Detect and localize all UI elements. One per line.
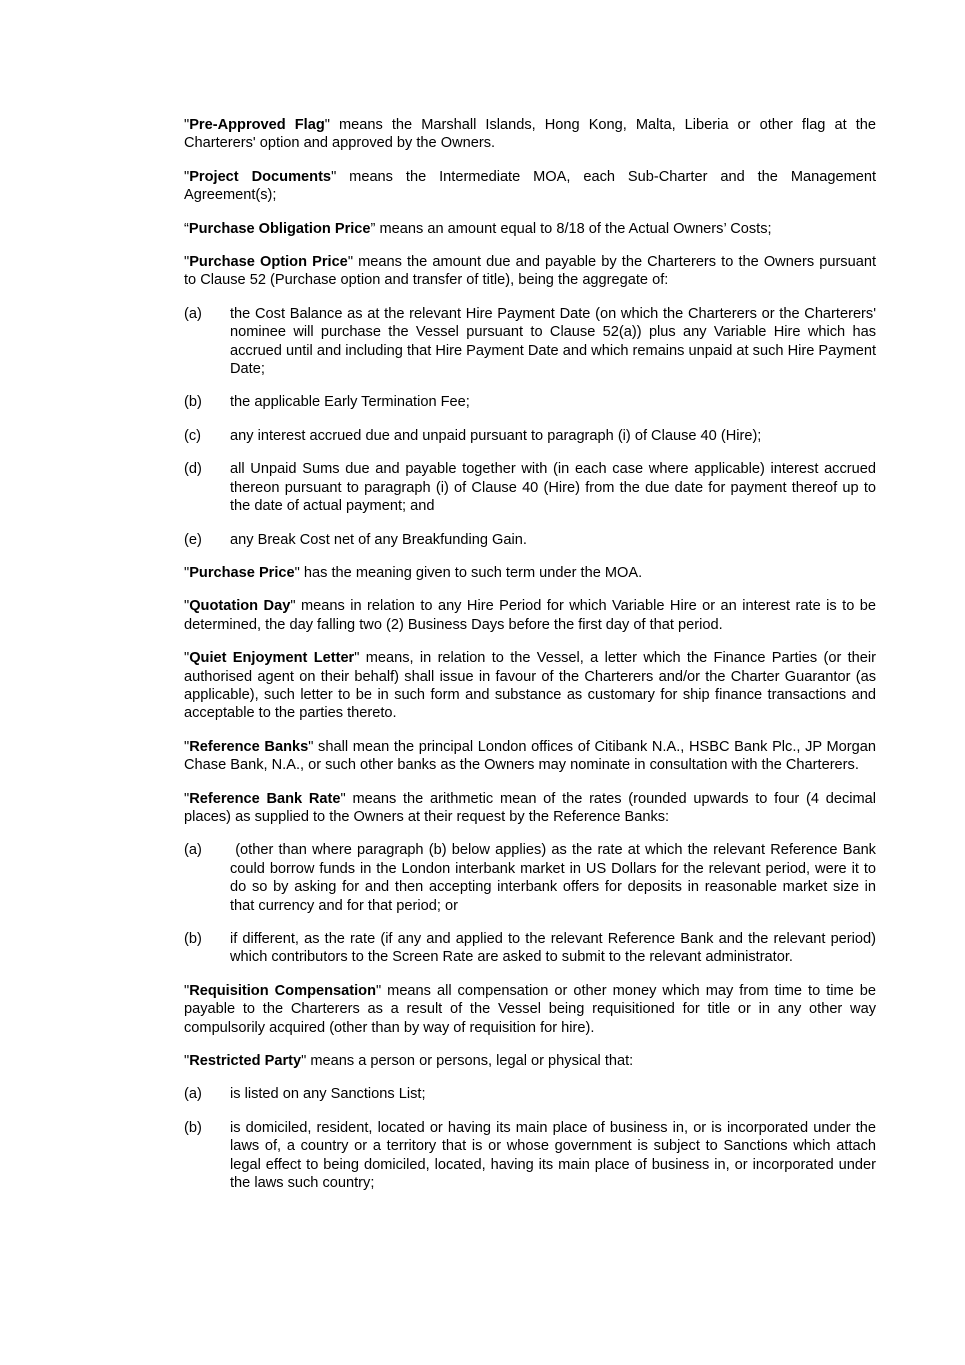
item-label: (b) [184, 394, 202, 411]
item-text: the applicable Early Termination Fee; [230, 394, 470, 411]
item-label: (b) [184, 1119, 202, 1136]
definition-text: means an amount equal to 8/18 of the Actual Owners’ Costs; [375, 220, 772, 237]
defined-term: Quotation Day [189, 598, 291, 615]
open-quote: " [184, 168, 190, 185]
close-quote: " [294, 564, 300, 581]
defined-term: Project Documents [189, 168, 332, 185]
definition-text: means the Marshall Islands, Hong Kong, Malta, Liberia or other flag at the Charterers' option and approved by the Owners. [184, 117, 876, 152]
close-quote: " [347, 254, 353, 271]
open-quote: " [184, 650, 190, 667]
open-quote: " [184, 790, 190, 807]
item-text: any Break Cost net of any Breakfunding Gain. [230, 531, 527, 548]
list-item [184, 1119, 876, 1193]
close-quote: " [354, 650, 360, 667]
list-item [184, 305, 876, 379]
definition-reference-bank-rate [184, 790, 876, 827]
defined-term: Purchase Option Price [189, 254, 348, 271]
close-quote: " [301, 1053, 307, 1070]
open-quote: " [184, 598, 190, 615]
item-label: (d) [184, 461, 202, 478]
open-quote: " [184, 1053, 190, 1070]
definition-text: means a person or persons, legal or physical that: [306, 1053, 634, 1070]
item-label: (a) [184, 842, 202, 859]
close-quote: " [340, 790, 346, 807]
definition-pre-approved-flag [184, 116, 876, 153]
definition-purchase-option-price [184, 253, 876, 290]
open-quote: " [184, 982, 190, 999]
open-quote: " [184, 564, 190, 581]
item-text: all Unpaid Sums due and payable together with (in each case where applicable) interest accrued thereon pursuant to paragraph (i) of Clause 40 (Hire) from the due date for payment thereof up to the date of actual payment; and [230, 461, 876, 515]
list-item [184, 531, 876, 549]
definition-text: shall mean the principal London offices of Citibank N.A., HSBC Bank Plc., JP Morgan Chase Bank, N.A., or such other banks as the Owners may nominate in consultation with the Charterers. [184, 738, 876, 774]
definition-text: means the amount due and payable by the Charterers to the Owners pursuant to Clause 52 (Purchase option and transfer of title), being the aggregate of: [184, 254, 877, 289]
item-text: is domiciled, resident, located or having its main place of business in, or is incorporated under the laws of, a country or a territory that is or whose government is subject to Sanctions which attach legal effect to being domiciled, located, having its main place of business in, or incorporated under the laws such country; [230, 1119, 876, 1192]
definition-requisition-compensation [184, 982, 876, 1037]
item-label: (b) [184, 931, 202, 947]
item-label: (a) [184, 1086, 202, 1103]
close-quote: ” [370, 220, 376, 237]
item-label: (e) [184, 531, 202, 548]
defined-term: Pre-Approved Flag [189, 117, 325, 133]
close-quote: " [324, 117, 330, 133]
definition-project-documents [184, 168, 876, 205]
close-quote: " [331, 168, 337, 185]
close-quote: " [375, 982, 382, 999]
item-text: (other than where paragraph (b) below applies) as the rate at which the relevant Reference Bank could borrow funds in the London interbank market in US Dollars for the relevant period, were it to do so by asking for and then accepting interbank offers for deposits in reasonable market size in that currency and for that period; or [230, 842, 881, 914]
definition-reference-banks [184, 738, 876, 775]
definition-text: has the meaning given to such term under the MOA. [299, 564, 643, 581]
list-item [184, 460, 876, 515]
list-item [184, 841, 881, 915]
document-page [184, 116, 881, 1207]
close-quote: " [290, 598, 296, 615]
item-label: (a) [184, 305, 202, 322]
defined-term: Purchase Price [189, 564, 295, 581]
open-quote: " [184, 254, 190, 271]
item-label: (c) [184, 427, 202, 444]
item-text: the Cost Balance as at the relevant Hire Payment Date (on which the Charterers or the Charterers' nominee will purchase the Vessel pursuant to Clause 52(a)) plus any Variable Hire which has accrued until and including that Hire Payment Date and which remains unpaid at such Hire Payment Date; [230, 305, 876, 378]
definition-text: means the arithmetic mean of the rates (rounded upwards to four (4 decimal places) as supplied to the Owners at their request by the Reference Banks: [184, 790, 876, 825]
open-quote: " [184, 738, 190, 755]
list-item [184, 393, 876, 411]
definition-purchase-price [184, 564, 876, 582]
defined-term: Quiet Enjoyment Letter [189, 650, 355, 667]
definition-quotation-day [184, 597, 876, 634]
open-quote: " [184, 117, 190, 133]
defined-term: Reference Bank Rate [189, 790, 341, 807]
item-text: any interest accrued due and unpaid pursuant to paragraph (i) of Clause 40 (Hire); [230, 427, 762, 444]
list-item [184, 1085, 876, 1103]
defined-term: Purchase Obligation Price [188, 220, 371, 237]
item-text: is listed on any Sanctions List; [230, 1086, 426, 1103]
item-text: if different, as the rate (if any and applied to the relevant Reference Bank and the relevant period) which contributors to the Screen Rate are asked to submit to the relevant administrator. [230, 931, 876, 966]
definition-text: means, in relation to the Vessel, a letter which the Finance Parties (or their authorised agent on their behalf) shall issue in favour of the Charterers and/or the Charter Guarantor (as applicable), such letter to be in such form and substance as customary for ship finance transactions and acceptable to the parties thereto. [184, 650, 877, 722]
list-item [184, 930, 876, 967]
definition-restricted-party [184, 1052, 876, 1070]
close-quote: " [308, 738, 314, 755]
definition-purchase-obligation-price [184, 220, 876, 238]
defined-term: Requisition Compensation [189, 982, 376, 999]
definition-text: means in relation to any Hire Period for which Variable Hire or an interest rate is to be determined, the day falling two (2) Business Days before the first day of that period. [184, 598, 876, 633]
definition-text: means the Intermediate MOA, each Sub-Charter and the Management Agreement(s); [184, 168, 877, 204]
list-item [184, 427, 876, 445]
definition-text: means all compensation or other money which may from time to time be payable to the Charterers as a result of the Vessel being requisitioned for title or in any other way compulsorily acquired (other than by way of requisition for hire). [184, 982, 876, 1036]
open-quote: “ [184, 220, 189, 237]
definition-quiet-enjoyment-letter [184, 649, 876, 723]
defined-term: Reference Banks [189, 738, 309, 755]
defined-term: Restricted Party [189, 1053, 302, 1070]
